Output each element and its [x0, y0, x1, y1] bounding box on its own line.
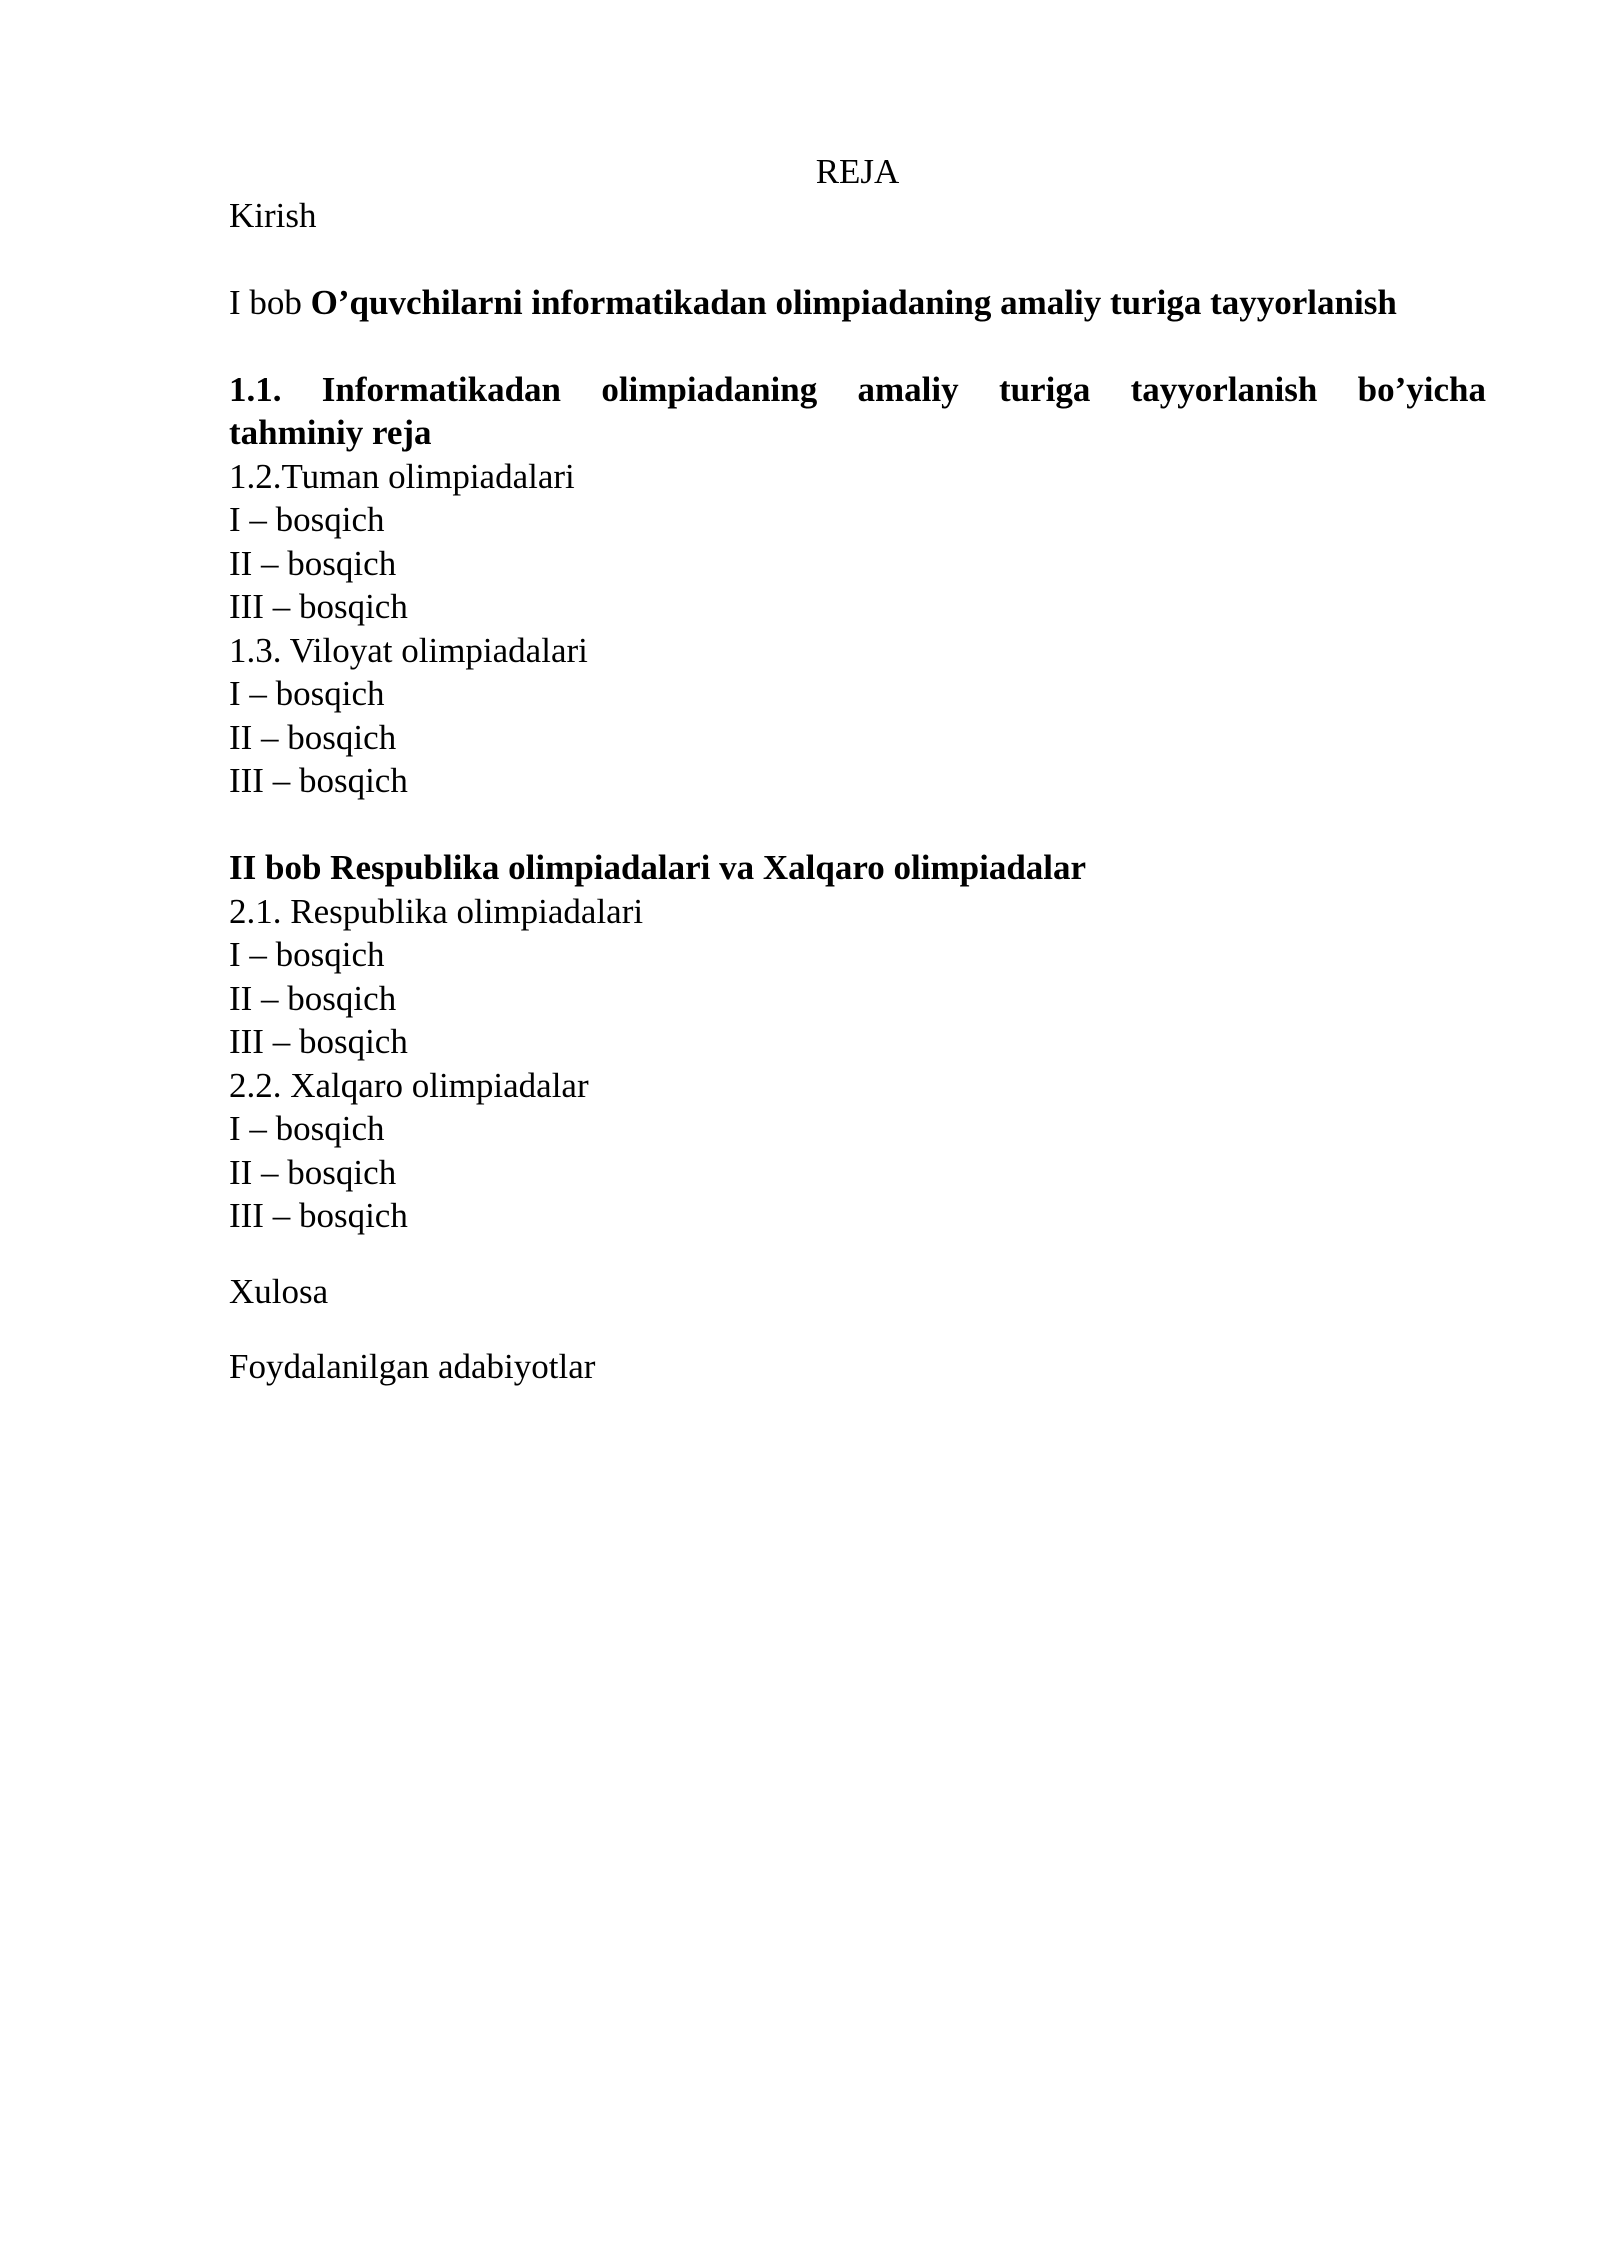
conclusion-item: Xulosa	[229, 1271, 329, 1311]
stage-item: II – bosqich	[229, 543, 397, 583]
section-1-1-title-cont: tahminiy reja	[229, 413, 432, 452]
spacer	[229, 1238, 1486, 1270]
stage-item: II – bosqich	[229, 978, 397, 1018]
references-item: Foydalanilgan adabiyotlar	[229, 1347, 596, 1386]
section-1-1-word: Informatikadan	[321, 369, 562, 409]
section-1-3-title: 1.3. Viloyat olimpiadalari	[229, 630, 588, 670]
stage-item: I – bosqich	[229, 935, 385, 974]
stage-item: I – bosqich	[229, 1109, 385, 1148]
chapter1-prefix: I bob	[229, 282, 302, 322]
spacer	[229, 803, 1486, 847]
stage-item: II – bosqich	[229, 717, 397, 757]
spacer	[229, 237, 1486, 281]
stage-item: III – bosqich	[229, 1196, 408, 1235]
section-1-1-word: turiga	[998, 369, 1091, 409]
section-2-2-title: 2.2. Xalqaro olimpiadalar	[229, 1065, 589, 1105]
stage-item: II – bosqich	[229, 1152, 397, 1192]
chapter1-heading	[229, 281, 1486, 325]
stage-item: III – bosqich	[229, 587, 408, 626]
section-1-2-title: 1.2.Tuman olimpiadalari	[229, 456, 575, 496]
section-1-1-word: 1.1.	[229, 369, 282, 409]
stage-item: I – bosqich	[229, 674, 385, 713]
section-1-1-word: tayyorlanish	[1130, 369, 1318, 409]
stage-item: III – bosqich	[229, 1022, 408, 1061]
stage-item: III – bosqich	[229, 761, 408, 800]
spacer	[229, 324, 1486, 368]
chapter1-title: O’quvchilarni informatikadan olimpiadaning amaliy turiga tayyorlanish	[310, 282, 1397, 322]
section-1-1-word: amaliy	[857, 369, 959, 409]
intro-item: Kirish	[229, 195, 317, 235]
section-2-1-title: 2.1. Respublika olimpiadalari	[229, 891, 644, 931]
chapter2-heading: II bob Respublika olimpiadalari va Xalqaro olimpiadalar	[229, 848, 1087, 887]
page-title: REJA	[815, 152, 900, 191]
section-1-1-word: olimpiadaning	[601, 369, 818, 409]
stage-item: I – bosqich	[229, 500, 385, 539]
section-1-1-title	[229, 368, 1486, 412]
spacer	[229, 1313, 1486, 1345]
section-1-1-word: bo’yicha	[1357, 369, 1486, 409]
document-content	[229, 150, 1486, 1389]
